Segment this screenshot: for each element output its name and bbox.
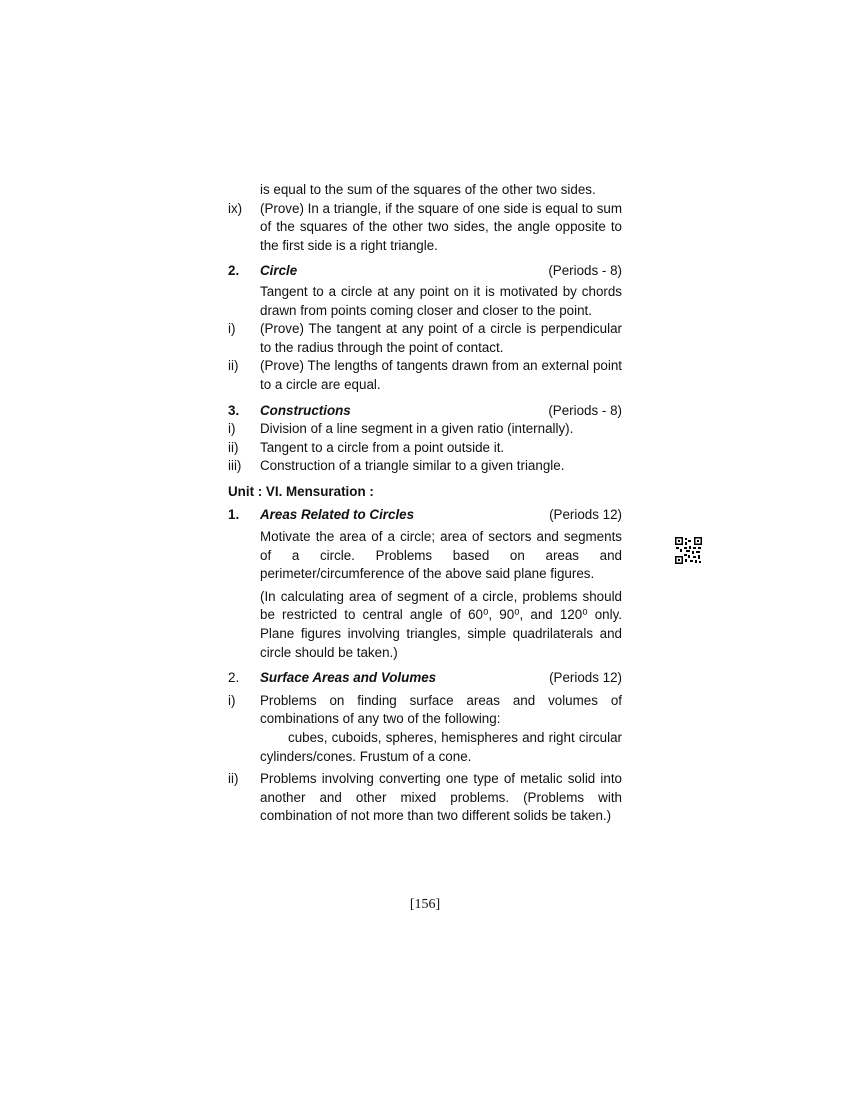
item-text: Problems on finding surface areas and volumes of combinations of any two of the following: <box>260 692 622 727</box>
section-title: Constructions <box>260 402 351 418</box>
list-item <box>228 357 622 394</box>
section-heading-areas <box>228 506 622 525</box>
item-text: Division of a line segment in a given ratio (internally). <box>260 421 574 437</box>
section-periods: (Periods 12) <box>549 506 622 522</box>
section-periods: (Periods - 8) <box>548 263 622 279</box>
item-number: ix) <box>228 200 243 216</box>
item-text: (Prove) The tangent at any point of a circle is perpendicular to the radius through the point of contact. <box>260 321 622 355</box>
section-title: Surface Areas and Volumes <box>260 670 437 686</box>
section-paragraph: Motivate the area of a circle; area of sectors and segments of a circle. Problems based on areas and perimeter/circumference of the above said plane figures. <box>260 529 622 582</box>
unit-heading: Unit : VI. Mensuration : <box>228 483 374 499</box>
section-number: 2. <box>228 263 240 279</box>
section-number: 2. <box>228 670 240 686</box>
list-item <box>228 439 622 458</box>
section-title: Areas Related to Circles <box>260 506 415 522</box>
list-item-ix <box>228 200 622 256</box>
continued-line: is equal to the sum of the squares of the other two sides. <box>260 182 596 197</box>
list-item <box>228 457 622 476</box>
list-item <box>228 320 622 357</box>
section-heading-surface-areas <box>228 669 622 688</box>
section-paragraph: (In calculating area of segment of a circle, problems should be restricted to central angle of 60⁰, 90⁰, and 120⁰ only. Plane figures involving triangles, simple quadrilaterals and circle should be taken.) <box>260 588 622 660</box>
section-intro: Tangent to a circle at any point on it is motivated by chords drawn from points coming closer and closer to the point. <box>260 283 622 318</box>
section-periods: (Periods - 8) <box>548 402 622 418</box>
section-heading-constructions <box>228 402 622 421</box>
item-subtext: cubes, cuboids, spheres, hemispheres and right circular cylinders/cones. Frustum of a cone. <box>260 730 622 764</box>
qr-code-icon <box>675 537 702 564</box>
item-text: (Prove) In a triangle, if the square of one side is equal to sum of the squares of the other two sides, the angle opposite to the first side is a right triangle. <box>260 200 622 253</box>
item-number: ii) <box>228 358 239 374</box>
list-item <box>228 420 622 439</box>
item-number: i) <box>228 321 236 337</box>
list-item <box>228 692 622 729</box>
item-number: i) <box>228 692 236 708</box>
section-title: Circle <box>260 263 298 279</box>
item-text: Tangent to a circle from a point outside it. <box>260 439 505 455</box>
section-periods: (Periods 12) <box>549 670 622 686</box>
item-number: ii) <box>228 771 239 787</box>
syllabus-content <box>228 181 622 826</box>
list-item <box>228 770 622 826</box>
item-number: iii) <box>228 458 242 474</box>
item-text: Problems involving converting one type of metalic solid into another and other mixed problems. (Problems with combination of not more than two different solids be taken.) <box>260 771 622 824</box>
item-number: i) <box>228 421 236 437</box>
item-text: (Prove) The lengths of tangents drawn from an external point to a circle are equal. <box>260 358 622 392</box>
section-heading-circle <box>228 262 622 281</box>
section-number: 3. <box>228 402 240 418</box>
item-number: ii) <box>228 439 239 455</box>
item-text: Construction of a triangle similar to a given triangle. <box>260 458 565 474</box>
page-number: [156] <box>409 897 441 912</box>
section-number: 1. <box>228 506 240 522</box>
